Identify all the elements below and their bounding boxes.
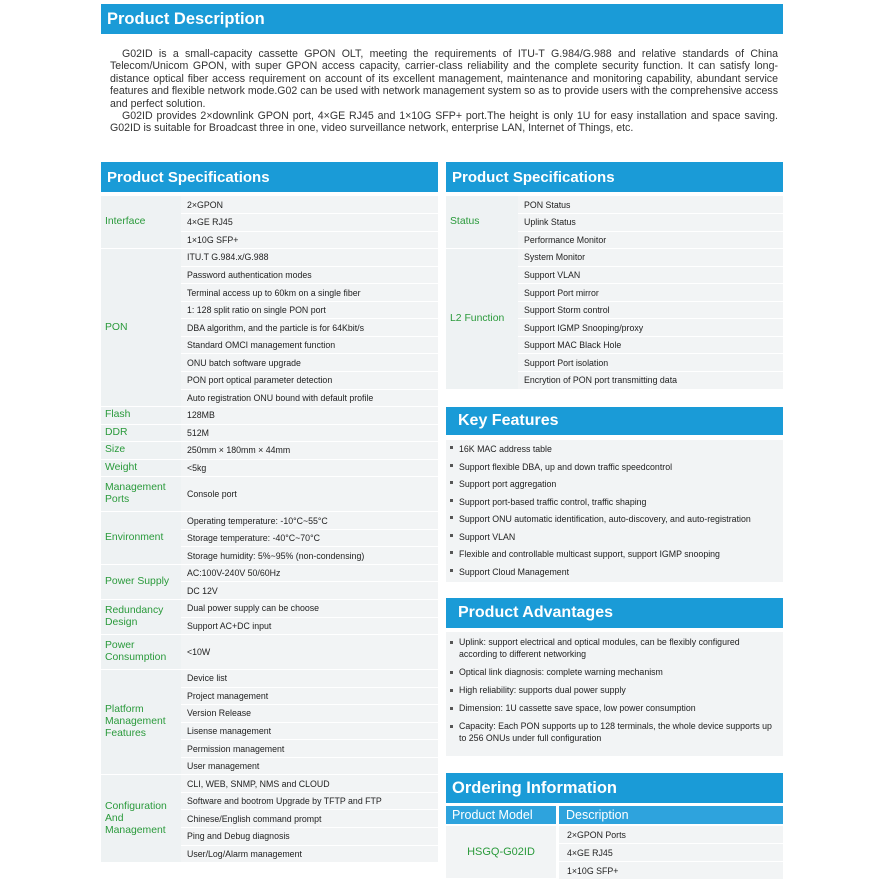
spec-category: Size [101,442,181,460]
key-features-header: Key Features [446,407,783,435]
spec-row [101,564,438,582]
spec-value: <10W [181,635,438,670]
spec-value: Version Release [181,705,438,723]
spec-value: Auto registration ONU bound with default profile [181,389,438,407]
left-specifications-table [101,196,438,863]
spec-value: Storage humidity: 5%~95% (non-condensing) [181,547,438,565]
spec-row [101,424,438,442]
product-advantages-list [446,632,783,756]
spec-value: PON Status [518,196,783,214]
list-item: Support Cloud Management [446,564,783,582]
spec-value: Support Storm control [518,301,783,319]
spec-value: ITU.T G.984.x/G.988 [181,249,438,267]
spec-row [101,477,438,512]
ordering-table [446,806,783,878]
spec-value: Storage temperature: -40°C~70°C [181,529,438,547]
spec-value: Device list [181,670,438,688]
ordering-desc-cell: 4×GE RJ45 [559,844,783,861]
spec-value: Project management [181,687,438,705]
spec-value: 4×GE RJ45 [181,214,438,232]
spec-row [101,599,438,617]
spec-value: Support Port mirror [518,284,783,302]
list-item: Support flexible DBA, up and down traffic speedcontrol [446,459,783,477]
spec-value: 1: 128 split ratio on single PON port [181,301,438,319]
spec-value: Performance Monitor [518,231,783,249]
spec-row [101,670,438,688]
description-paragraph-1: G02ID is a small-capacity cassette GPON OLT, meeting the requirements of ITU-T G.984/G.988 and relative standards of China Telecom/Unicom GPON, with super GPON access capacity, carrier-class reliability and the complete security function. It can satisfy long-distance optical fiber access requirement on account of its excellent management, maintenance and monitoring capability, abundant service features and flexible network mode.G02 can be used with network management system so as to provide users with the comprehensive access and perfect solution. [110,48,778,110]
right-specifications-table [446,196,783,390]
list-item: Support port aggregation [446,476,783,494]
spec-value: DBA algorithm, and the particle is for 64Kbit/s [181,319,438,337]
spec-category: Power Consumption [101,635,181,670]
spec-value: <5kg [181,459,438,477]
spec-value: Chinese/English command prompt [181,810,438,828]
spec-value: Support Port isolation [518,354,783,372]
spec-row [101,196,438,214]
list-item: Support port-based traffic control, traffic shaping [446,494,783,512]
spec-value: User management [181,757,438,775]
spec-category: Environment [101,512,181,565]
list-item: 16K MAC address table [446,441,783,459]
spec-value: Software and bootrom Upgrade by TFTP and FTP [181,792,438,810]
ordering-col-model: Product Model [446,806,556,824]
spec-value: System Monitor [518,249,783,267]
spec-value: Console port [181,477,438,512]
list-item: Support ONU automatic identification, auto-discovery, and auto-registration [446,511,783,529]
spec-value: Ping and Debug diagnosis [181,828,438,846]
spec-value: Support MAC Black Hole [518,336,783,354]
spec-row [101,249,438,267]
list-item: Optical link diagnosis: complete warning mechanism [446,666,783,678]
list-item: Dimension: 1U cassette save space, low power consumption [446,702,783,714]
spec-category: DDR [101,424,181,442]
spec-category: L2 Function [446,249,518,389]
spec-value: CLI, WEB, SNMP, NMS and CLOUD [181,775,438,793]
spec-category: Status [446,196,518,249]
spec-value: AC:100V-240V 50/60Hz [181,564,438,582]
spec-row [101,775,438,793]
spec-value: ONU batch software upgrade [181,354,438,372]
spec-category: Power Supply [101,564,181,599]
spec-value: Uplink Status [518,214,783,232]
list-item: Flexible and controllable multicast support, support IGMP snooping [446,546,783,564]
spec-value: Support VLAN [518,266,783,284]
product-description-header: Product Description [101,4,783,34]
spec-category: Weight [101,459,181,477]
spec-value: 128MB [181,407,438,425]
spec-category: Platform Management Features [101,670,181,775]
spec-value: 1×10G SFP+ [181,231,438,249]
spec-row [101,459,438,477]
ordering-col-description: Description [559,806,783,824]
list-item: Uplink: support electrical and optical modules, can be flexibly configured according to different networking [446,636,783,660]
ordering-desc-cell: 1×10G SFP+ [559,862,783,879]
spec-value: Support AC+DC input [181,617,438,635]
spec-value: Lisense management [181,722,438,740]
product-description-text [110,48,778,135]
spec-category: Management Ports [101,477,181,512]
spec-category: Flash [101,407,181,425]
spec-category: PON [101,249,181,407]
spec-value: 250mm × 180mm × 44mm [181,442,438,460]
spec-value: Standard OMCI management function [181,336,438,354]
spec-category: Redundancy Design [101,599,181,634]
spec-value: 512M [181,424,438,442]
spec-category: Interface [101,196,181,249]
key-features-list [446,440,783,582]
spec-value: 2×GPON [181,196,438,214]
spec-category: Configuration And Management [101,775,181,863]
list-item: Support VLAN [446,529,783,547]
spec-value: Dual power supply can be choose [181,599,438,617]
spec-row [446,196,783,214]
spec-row [101,407,438,425]
ordering-desc-cell: 2×GPON Ports [559,826,783,843]
spec-row [101,635,438,670]
spec-value: Encrytion of PON port transmitting data [518,371,783,389]
list-item: High reliability: supports dual power supply [446,684,783,696]
spec-value: Support IGMP Snooping/proxy [518,319,783,337]
spec-value: DC 12V [181,582,438,600]
spec-value: Terminal access up to 60km on a single fiber [181,284,438,302]
spec-row [101,442,438,460]
spec-value: Password authentication modes [181,266,438,284]
ordering-model-cell: HSGQ-G02ID [446,826,556,878]
left-specifications-header: Product Specifications [101,162,438,192]
spec-row [446,249,783,267]
spec-value: Operating temperature: -10°C~55°C [181,512,438,530]
right-specifications-header: Product Specifications [446,162,783,192]
spec-value: Permission management [181,740,438,758]
product-advantages-header: Product Advantages [446,598,783,628]
list-item: Capacity: Each PON supports up to 128 terminals, the whole device supports up to 256 ONUs under full configuration [446,720,783,744]
spec-value: PON port optical parameter detection [181,371,438,389]
ordering-information-header: Ordering Information [446,773,783,803]
description-paragraph-2: G02ID provides 2×downlink GPON port, 4×GE RJ45 and 1×10G SFP+ port.The height is only 1U for easy installation and space saving. G02ID is suitable for Broadcast three in one, video surveillance network, enterprise LAN, Internet of Things, etc. [110,110,778,135]
spec-row [101,512,438,530]
spec-value: User/Log/Alarm management [181,845,438,863]
